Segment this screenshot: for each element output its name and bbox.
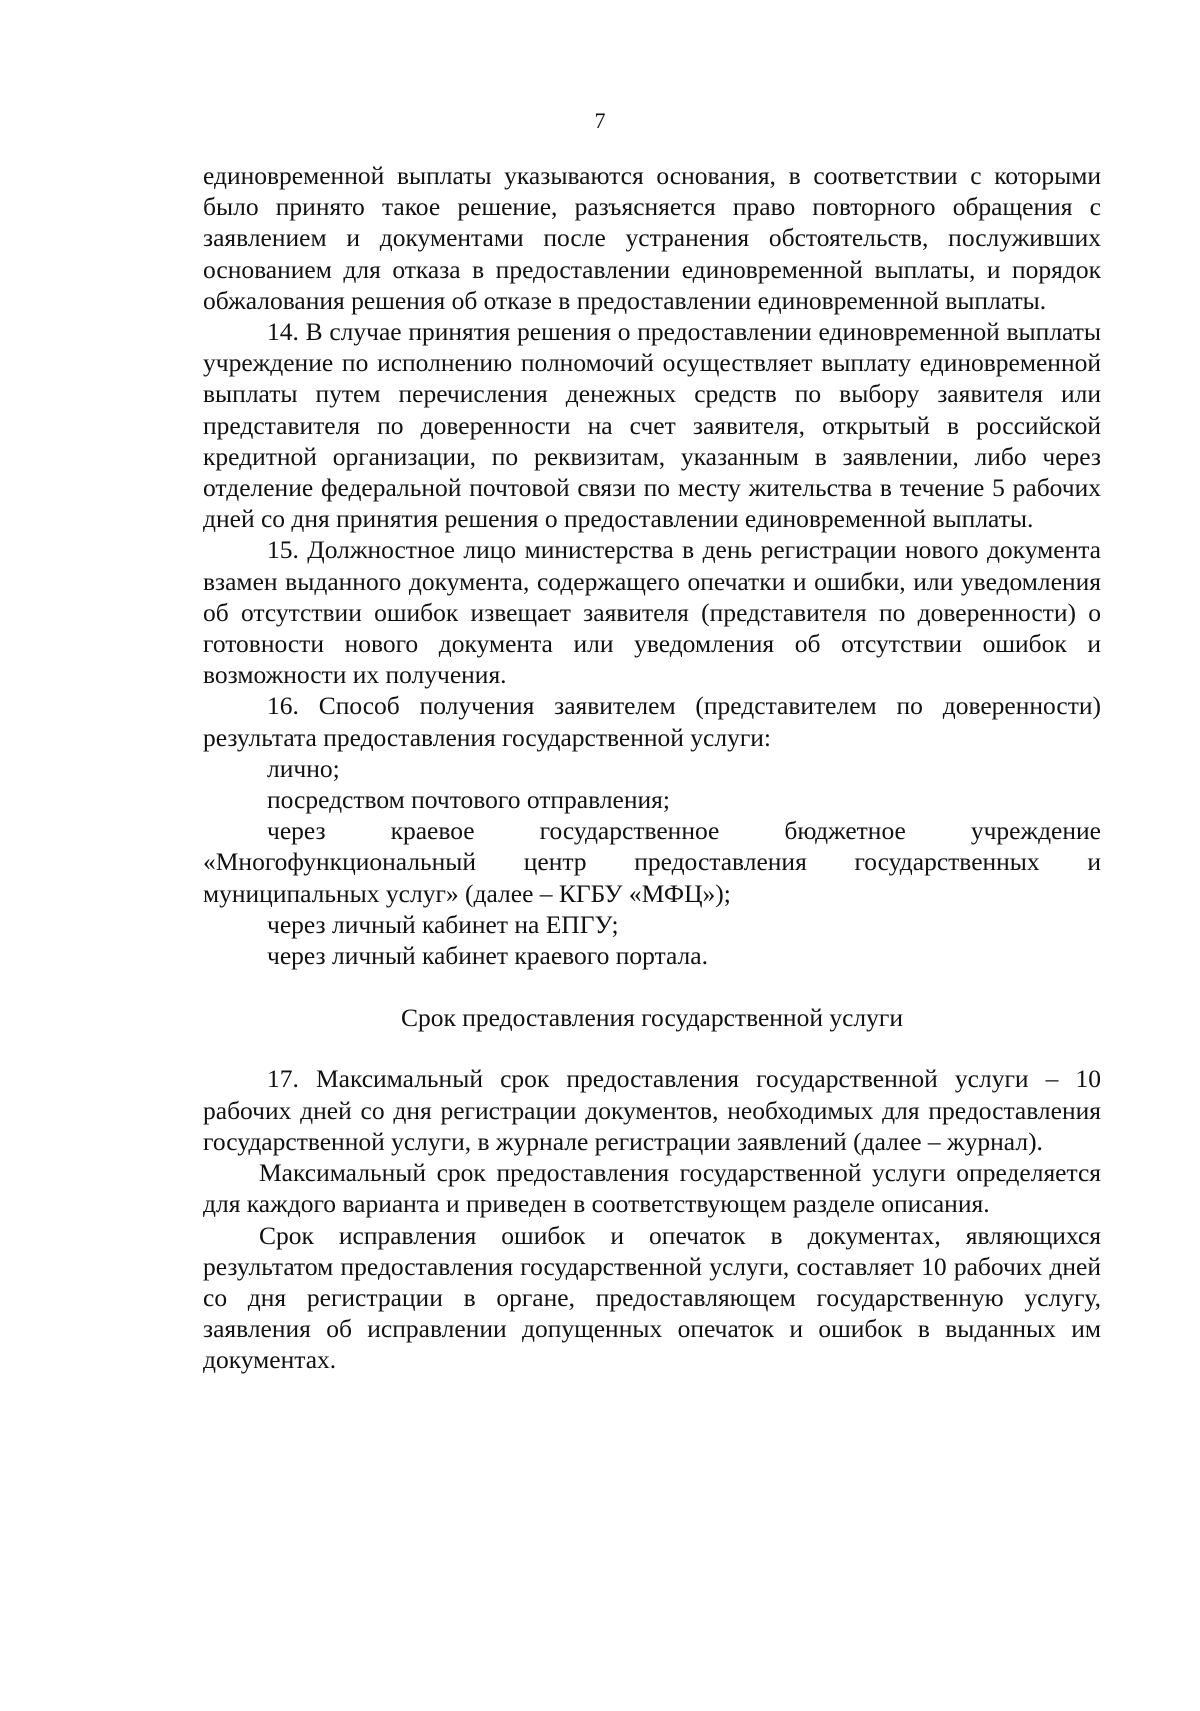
list-item-epgu-cabinet: через личный кабинет на ЕПГУ; xyxy=(267,909,619,939)
document-body xyxy=(203,160,1101,1376)
paragraph-15: 15. Должностное лицо министерства в день регистрации нового документа взамен выданного документа, содержащего опечатки и ошибки, или уведомления об отсутствии ошибок извещает заявителя (представителя по доверенности) о готовности нового документа или уведомления об отсутствии ошибок и возможности их получения. xyxy=(203,535,1101,690)
paragraph-max-term: Максимальный срок предоставления государственной услуги определяется для каждого варианта и приведен в соответствующем разделе описания. xyxy=(203,1158,1101,1219)
paragraph-correction-term: Срок исправления ошибок и опечаток в документах, являющихся результатом предоставления государственной услуги, составляет 10 рабочих дней со дня регистрации в органе, предоставляющем государственную услугу, заявления об исправлении допущенных опечаток и ошибок в выданных им документах. xyxy=(203,1220,1101,1375)
paragraph-17: 17. Максимальный срок предоставления государственной услуги – 10 рабочих дней со дня регистрации документов, необходимых для предоставления государственной услуги, в журнале регистрации заявлений (далее – журнал). xyxy=(203,1064,1101,1156)
page-number: 7 xyxy=(594,108,606,133)
section-heading: Срок предоставления государственной услуги xyxy=(400,1003,903,1033)
list-item-by-mail: посредством почтового отправления; xyxy=(267,785,670,815)
list-item-in-person: лично; xyxy=(267,753,340,783)
paragraph-16: 16. Способ получения заявителем (представителем по доверенности) результата предоставления государственной услуги: xyxy=(203,691,1101,752)
list-item-regional-portal: через личный кабинет краевого портала. xyxy=(267,941,708,971)
list-item-mfc: через краевое государственное бюджетное учреждение «Многофункциональный центр предоставления государственных и муниципальных услуг» (далее – КГБУ «МФЦ»); xyxy=(203,816,1101,908)
paragraph-continuation: единовременной выплаты указываются основания, в соответствии с которыми было принято такое решение, разъясняется право повторного обращения с заявлением и документами после устранения обстоятельств, послуживших основанием для отказа в предоставлении единовременной выплаты, и порядок обжалования решения об отказе в предоставлении единовременной выплаты. xyxy=(203,161,1101,315)
paragraph-14: 14. В случае принятия решения о предоставлении единовременной выплаты учреждение по исполнению полномочий осуществляет выплату единовременной выплаты путем перечисления денежных средств по выбору заявителя или представителя по доверенности на счет заявителя, открытый в российской кредитной организации, по реквизитам, указанным в заявлении, либо через отделение федеральной почтовой связи по месту жительства в течение 5 рабочих дней со дня принятия решения о предоставлении единовременной выплаты. xyxy=(203,317,1101,534)
